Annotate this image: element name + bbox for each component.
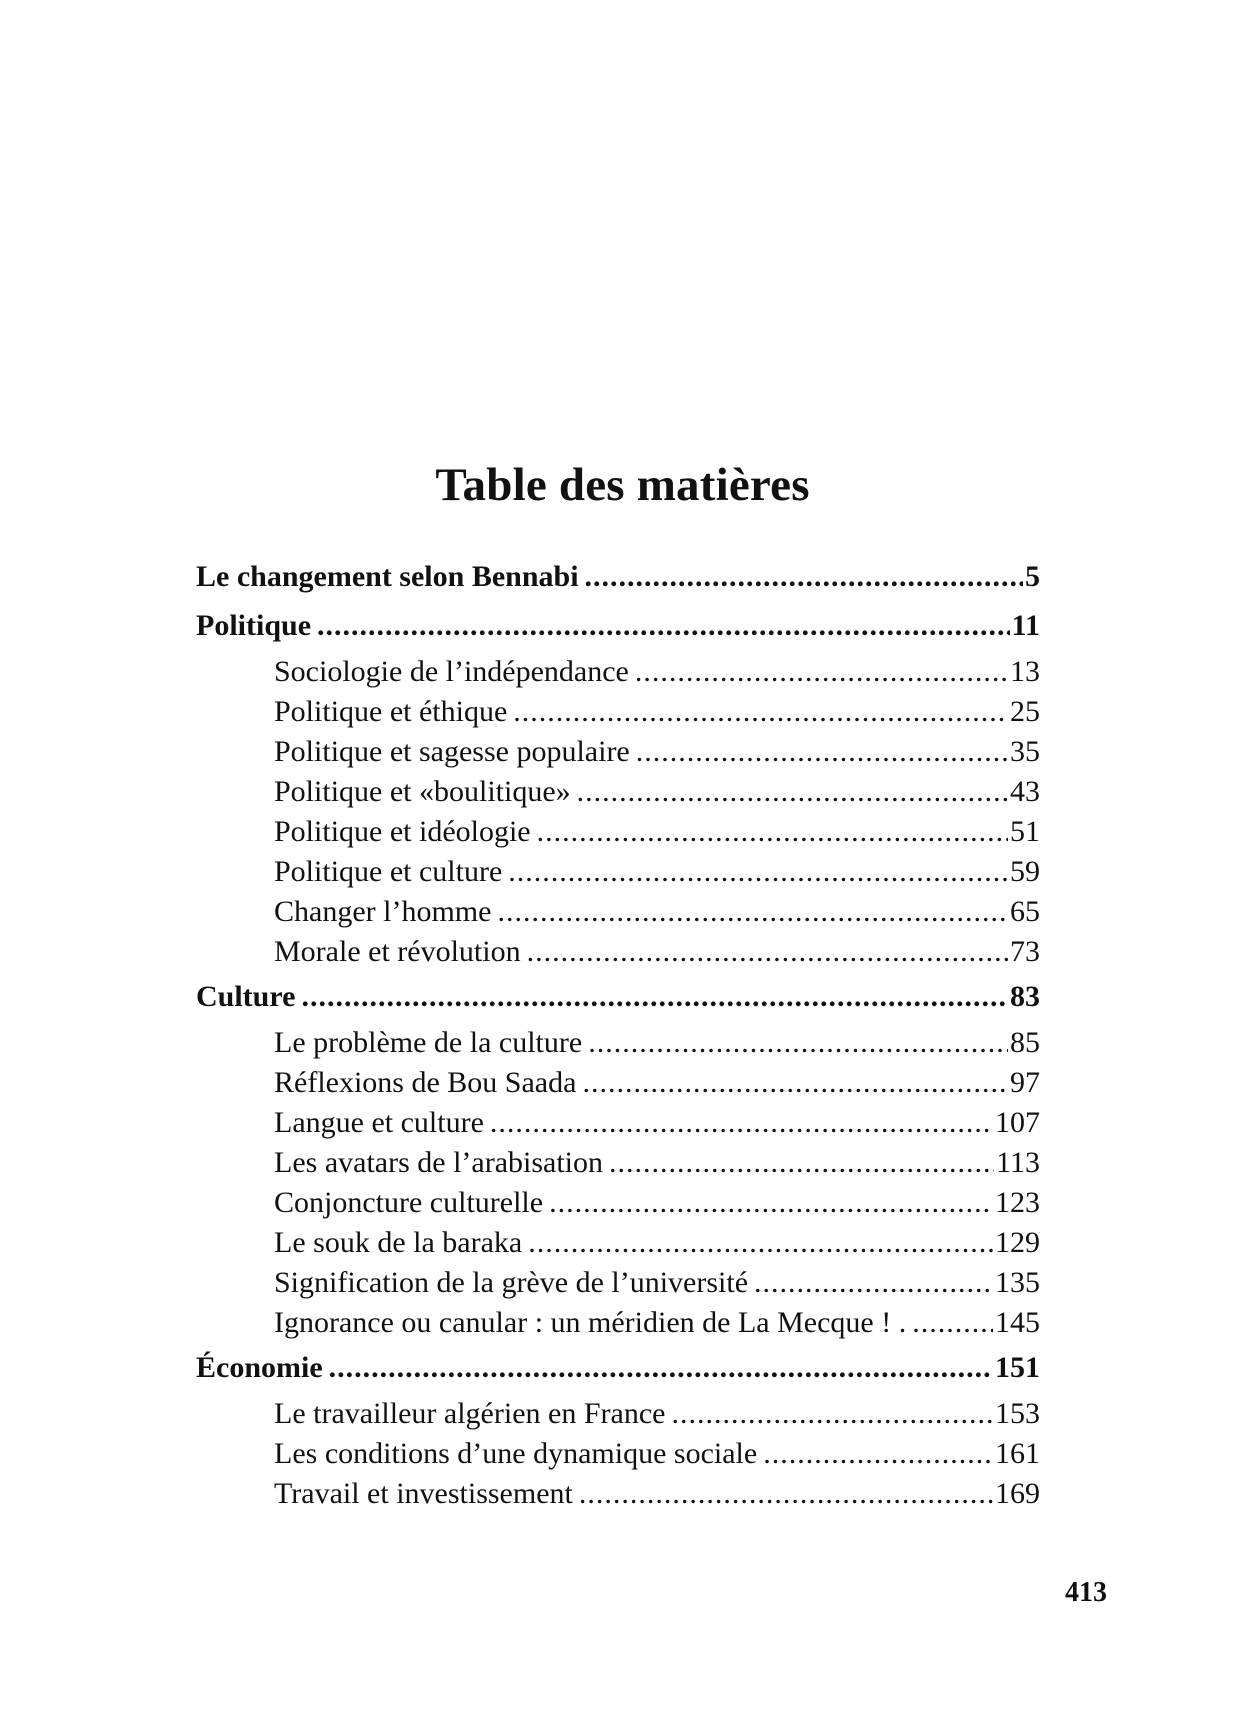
toc-page-number: 129	[995, 1226, 1040, 1259]
toc-page-number: 123	[995, 1186, 1040, 1219]
toc-item[interactable]	[196, 1223, 1040, 1263]
dot-leader	[490, 1103, 993, 1143]
toc-page-number: 151	[995, 1351, 1040, 1384]
toc-page-number: 85	[1010, 1026, 1040, 1059]
toc-page-number: 169	[995, 1477, 1040, 1510]
dot-leader	[609, 1143, 994, 1183]
toc-item-label: Le souk de la baraka	[274, 1226, 523, 1259]
toc-item[interactable]	[196, 812, 1040, 852]
toc-item-label: Réflexions de Bou Saada	[274, 1066, 577, 1099]
toc-item[interactable]	[196, 1183, 1040, 1223]
dot-leader	[513, 692, 1008, 732]
toc-section-label: Le changement selon Bennabi	[196, 560, 579, 593]
toc-page-number: 43	[1010, 775, 1040, 808]
toc-item-label: Changer l’homme	[274, 895, 492, 928]
toc-item[interactable]	[196, 1303, 1040, 1343]
toc-item-label: Ignorance ou canular : un méridien de La Mecque ! .	[274, 1306, 907, 1339]
toc-item[interactable]	[196, 1063, 1040, 1103]
dot-leader	[763, 1434, 993, 1474]
dot-leader	[329, 1343, 993, 1392]
toc-item[interactable]	[196, 772, 1040, 812]
toc-section-economie[interactable]	[196, 1343, 1040, 1392]
toc-page-number: 65	[1010, 895, 1040, 928]
toc-section-label: Culture	[196, 980, 296, 1013]
toc-page-number: 25	[1010, 695, 1040, 728]
toc-item[interactable]	[196, 1103, 1040, 1143]
dot-leader	[636, 732, 1008, 772]
toc-item[interactable]	[196, 1143, 1040, 1183]
toc-item-label: Langue et culture	[274, 1106, 484, 1139]
toc-page-number: 113	[996, 1146, 1040, 1179]
toc-page-number: 83	[1010, 980, 1040, 1013]
toc-item-label: Les conditions d’une dynamique sociale	[274, 1437, 758, 1470]
toc-item-label: Politique et idéologie	[274, 815, 531, 848]
toc-page-number: 107	[995, 1106, 1040, 1139]
toc-item[interactable]	[196, 932, 1040, 972]
toc-section-label: Économie	[196, 1351, 323, 1384]
toc-section-politique[interactable]	[196, 601, 1040, 650]
toc-item[interactable]	[196, 652, 1040, 692]
toc-page-number: 73	[1010, 935, 1040, 968]
toc-item-label: Politique et culture	[274, 855, 503, 888]
toc-item[interactable]	[196, 892, 1040, 932]
toc-item[interactable]	[196, 1434, 1040, 1474]
dot-leader	[549, 1183, 993, 1223]
dot-leader	[317, 601, 1010, 650]
toc-item[interactable]	[196, 1474, 1040, 1514]
toc-item-label: Politique et «boulitique»	[274, 775, 571, 808]
toc-item[interactable]	[196, 1023, 1040, 1063]
toc-page-number: 161	[995, 1437, 1040, 1470]
dot-leader	[585, 552, 1023, 601]
toc-page-number: 59	[1010, 855, 1040, 888]
toc-page-number: 135	[995, 1266, 1040, 1299]
toc-item-label: Le travailleur algérien en France	[274, 1397, 666, 1430]
table-of-contents	[196, 552, 1040, 1514]
dot-leader	[508, 852, 1008, 892]
dot-leader	[582, 1063, 1008, 1103]
toc-section-label: Politique	[196, 609, 312, 642]
toc-page-number: 153	[995, 1397, 1040, 1430]
toc-item[interactable]	[196, 1263, 1040, 1303]
toc-item-label: Les avatars de l’arabisation	[274, 1146, 604, 1179]
dot-leader	[579, 1474, 993, 1514]
toc-section-culture[interactable]	[196, 972, 1040, 1021]
dot-leader	[635, 652, 1008, 692]
toc-item[interactable]	[196, 1394, 1040, 1434]
toc-item-label: Sociologie de l’indépendance	[274, 655, 629, 688]
toc-page-number: 51	[1010, 815, 1040, 848]
toc-item-label: Le problème de la culture	[274, 1026, 583, 1059]
toc-item-label: Politique et sagesse populaire	[274, 735, 630, 768]
toc-page-number: 11	[1011, 609, 1040, 642]
dot-leader	[537, 812, 1008, 852]
dot-leader	[301, 972, 1008, 1021]
toc-page-number: 35	[1010, 735, 1040, 768]
toc-page-number: 5	[1025, 560, 1040, 593]
toc-item-label: Conjoncture culturelle	[274, 1186, 544, 1219]
dot-leader	[497, 892, 1008, 932]
dot-leader	[527, 932, 1008, 972]
page-number: 413	[1065, 1577, 1107, 1608]
dot-leader	[754, 1263, 993, 1303]
toc-item-label: Morale et révolution	[274, 935, 521, 968]
dot-leader	[577, 772, 1008, 812]
toc-page-number: 97	[1010, 1066, 1040, 1099]
toc-item[interactable]	[196, 692, 1040, 732]
page-title: Table des matières	[435, 459, 810, 512]
toc-item-label: Politique et éthique	[274, 695, 508, 728]
toc-page-number: 145	[995, 1306, 1040, 1339]
toc-section-changement[interactable]	[196, 552, 1040, 601]
toc-item-label: Travail et investissement	[274, 1477, 573, 1510]
toc-item[interactable]	[196, 732, 1040, 772]
toc-item[interactable]	[196, 852, 1040, 892]
dot-leader	[671, 1394, 993, 1434]
dot-leader	[528, 1223, 993, 1263]
dot-leader	[588, 1023, 1008, 1063]
toc-item-label: Signification de la grève de l’université	[274, 1266, 749, 1299]
toc-page-number: 13	[1010, 655, 1040, 688]
dot-leader	[912, 1303, 993, 1343]
